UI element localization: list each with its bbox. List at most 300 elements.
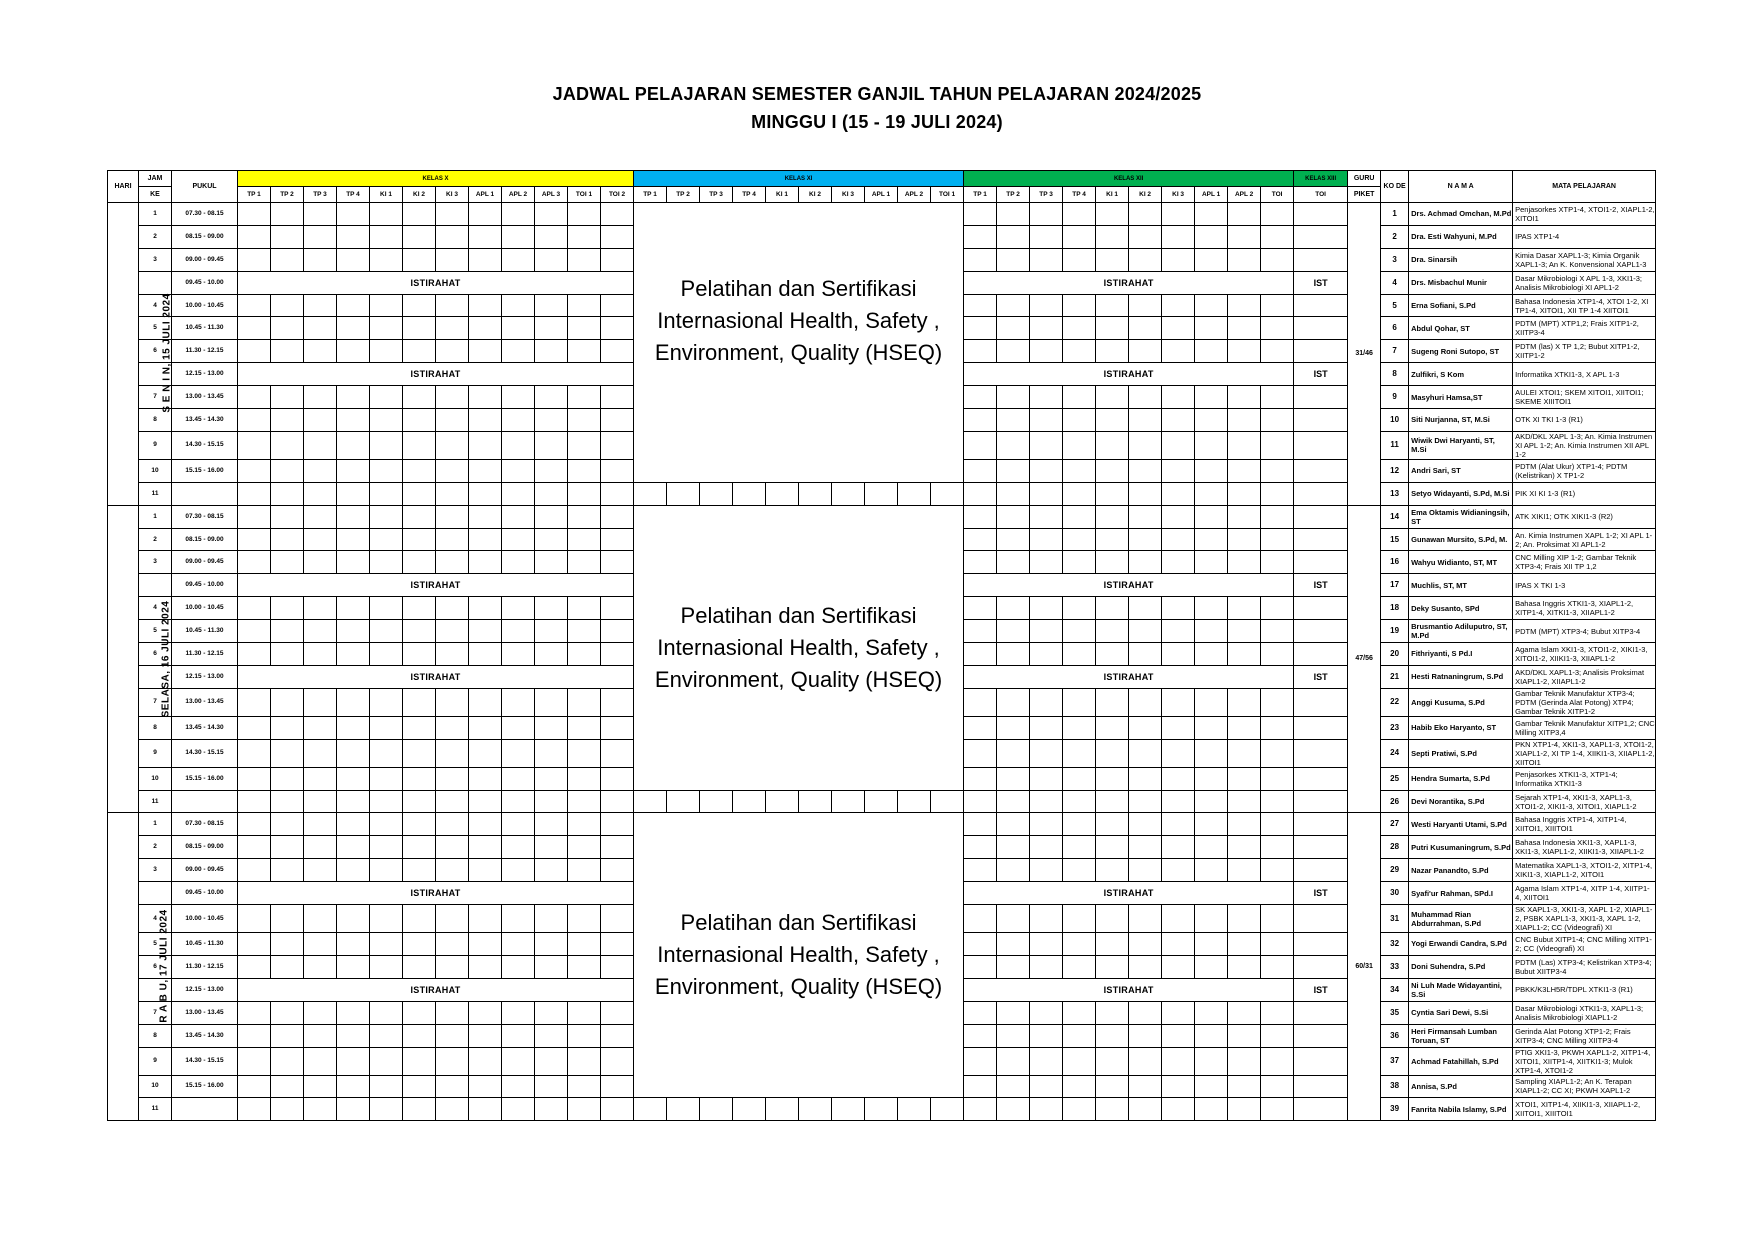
schedule-cell[interactable] [700,790,733,813]
schedule-cell[interactable] [403,905,436,933]
schedule-cell[interactable] [1195,505,1228,528]
schedule-cell[interactable] [997,955,1030,978]
schedule-cell[interactable] [601,1047,634,1075]
schedule-cell[interactable] [1096,620,1129,643]
schedule-cell[interactable] [1261,294,1294,317]
schedule-cell[interactable] [502,294,535,317]
schedule-cell[interactable] [436,688,469,716]
schedule-cell[interactable] [1030,528,1063,551]
schedule-cell[interactable] [1294,459,1348,482]
schedule-cell[interactable] [997,859,1030,882]
schedule-cell[interactable] [1261,643,1294,666]
schedule-cell[interactable] [1063,790,1096,813]
schedule-cell[interactable] [964,386,997,409]
schedule-cell[interactable] [1228,225,1261,248]
schedule-cell[interactable] [1162,482,1195,505]
schedule-cell[interactable] [1261,1047,1294,1075]
schedule-cell[interactable] [1162,1001,1195,1024]
schedule-cell[interactable] [964,716,997,739]
schedule-cell[interactable] [403,203,436,226]
schedule-cell[interactable] [337,688,370,716]
schedule-cell[interactable] [370,739,403,767]
schedule-cell[interactable] [568,248,601,271]
schedule-cell[interactable] [1261,225,1294,248]
schedule-cell[interactable] [1195,620,1228,643]
schedule-cell[interactable] [568,551,601,574]
schedule-cell[interactable] [1030,1098,1063,1121]
schedule-cell[interactable] [964,955,997,978]
schedule-cell[interactable] [238,505,271,528]
schedule-cell[interactable] [997,1098,1030,1121]
schedule-cell[interactable] [1228,459,1261,482]
schedule-cell[interactable] [1261,859,1294,882]
schedule-cell[interactable] [304,409,337,432]
schedule-cell[interactable] [469,739,502,767]
schedule-cell[interactable] [1228,643,1261,666]
schedule-cell[interactable] [601,551,634,574]
schedule-cell[interactable] [370,409,403,432]
schedule-cell[interactable] [568,459,601,482]
schedule-cell[interactable] [568,294,601,317]
schedule-cell[interactable] [304,225,337,248]
schedule-cell[interactable] [601,203,634,226]
schedule-cell[interactable] [667,482,700,505]
schedule-cell[interactable] [997,225,1030,248]
schedule-cell[interactable] [304,813,337,836]
schedule-cell[interactable] [568,859,601,882]
schedule-cell[interactable] [1261,409,1294,432]
schedule-cell[interactable] [502,409,535,432]
schedule-cell[interactable] [403,933,436,956]
schedule-cell[interactable] [1129,767,1162,790]
schedule-cell[interactable] [997,203,1030,226]
schedule-cell[interactable] [502,767,535,790]
schedule-cell[interactable] [1228,294,1261,317]
schedule-cell[interactable] [304,767,337,790]
schedule-cell[interactable] [271,551,304,574]
schedule-cell[interactable] [1129,859,1162,882]
schedule-cell[interactable] [568,688,601,716]
schedule-cell[interactable] [370,597,403,620]
schedule-cell[interactable] [1129,1024,1162,1047]
schedule-cell[interactable] [1261,203,1294,226]
schedule-cell[interactable] [238,955,271,978]
schedule-cell[interactable] [1063,1075,1096,1098]
schedule-cell[interactable] [1261,528,1294,551]
schedule-cell[interactable] [337,767,370,790]
schedule-cell[interactable] [436,459,469,482]
schedule-cell[interactable] [304,836,337,859]
schedule-cell[interactable] [370,955,403,978]
schedule-cell[interactable] [1195,739,1228,767]
schedule-cell[interactable] [1195,203,1228,226]
schedule-cell[interactable] [1162,905,1195,933]
schedule-cell[interactable] [1030,505,1063,528]
schedule-cell[interactable] [1294,790,1348,813]
schedule-cell[interactable] [535,688,568,716]
schedule-cell[interactable] [1096,859,1129,882]
schedule-cell[interactable] [1294,1075,1348,1098]
schedule-cell[interactable] [304,1001,337,1024]
schedule-cell[interactable] [436,836,469,859]
schedule-cell[interactable] [337,1024,370,1047]
schedule-cell[interactable] [1030,859,1063,882]
schedule-cell[interactable] [997,813,1030,836]
schedule-cell[interactable] [535,1075,568,1098]
schedule-cell[interactable] [304,790,337,813]
schedule-cell[interactable] [601,431,634,459]
schedule-cell[interactable] [535,597,568,620]
schedule-cell[interactable] [1030,317,1063,340]
schedule-cell[interactable] [568,767,601,790]
schedule-cell[interactable] [1195,836,1228,859]
schedule-cell[interactable] [1294,905,1348,933]
schedule-cell[interactable] [1261,459,1294,482]
schedule-cell[interactable] [1063,643,1096,666]
schedule-cell[interactable] [601,505,634,528]
schedule-cell[interactable] [469,597,502,620]
schedule-cell[interactable] [601,459,634,482]
schedule-cell[interactable] [469,955,502,978]
schedule-cell[interactable] [370,386,403,409]
schedule-cell[interactable] [1162,551,1195,574]
schedule-cell[interactable] [370,528,403,551]
schedule-cell[interactable] [1063,836,1096,859]
schedule-cell[interactable] [502,859,535,882]
schedule-cell[interactable] [469,1098,502,1121]
schedule-cell[interactable] [370,1024,403,1047]
schedule-cell[interactable] [469,505,502,528]
schedule-cell[interactable] [436,859,469,882]
schedule-cell[interactable] [1129,482,1162,505]
schedule-cell[interactable] [1129,409,1162,432]
schedule-cell[interactable] [733,482,766,505]
schedule-cell[interactable] [271,1098,304,1121]
schedule-cell[interactable] [601,739,634,767]
schedule-cell[interactable] [370,340,403,363]
schedule-cell[interactable] [469,620,502,643]
schedule-cell[interactable] [931,1098,964,1121]
schedule-cell[interactable] [1162,409,1195,432]
schedule-cell[interactable] [1294,620,1348,643]
schedule-cell[interactable] [1195,1075,1228,1098]
schedule-cell[interactable] [1030,739,1063,767]
schedule-cell[interactable] [1162,739,1195,767]
schedule-cell[interactable] [1030,767,1063,790]
schedule-cell[interactable] [535,340,568,363]
schedule-cell[interactable] [1162,1024,1195,1047]
schedule-cell[interactable] [370,933,403,956]
schedule-cell[interactable] [601,409,634,432]
schedule-cell[interactable] [1129,620,1162,643]
schedule-cell[interactable] [370,688,403,716]
schedule-cell[interactable] [370,716,403,739]
schedule-cell[interactable] [1129,955,1162,978]
schedule-cell[interactable] [1096,1001,1129,1024]
schedule-cell[interactable] [304,643,337,666]
schedule-cell[interactable] [238,643,271,666]
schedule-cell[interactable] [1294,767,1348,790]
schedule-cell[interactable] [403,790,436,813]
schedule-cell[interactable] [502,1098,535,1121]
schedule-cell[interactable] [502,643,535,666]
schedule-cell[interactable] [436,431,469,459]
schedule-cell[interactable] [799,482,832,505]
schedule-cell[interactable] [337,482,370,505]
schedule-cell[interactable] [601,836,634,859]
schedule-cell[interactable] [1096,905,1129,933]
schedule-cell[interactable] [535,767,568,790]
schedule-cell[interactable] [403,294,436,317]
schedule-cell[interactable] [469,1047,502,1075]
schedule-cell[interactable] [1129,905,1162,933]
schedule-cell[interactable] [502,1075,535,1098]
schedule-cell[interactable] [997,905,1030,933]
schedule-cell[interactable] [568,933,601,956]
schedule-cell[interactable] [1096,688,1129,716]
schedule-cell[interactable] [403,409,436,432]
schedule-cell[interactable] [601,859,634,882]
schedule-cell[interactable] [1195,386,1228,409]
schedule-cell[interactable] [502,688,535,716]
schedule-cell[interactable] [1228,716,1261,739]
schedule-cell[interactable] [1063,1047,1096,1075]
schedule-cell[interactable] [502,505,535,528]
schedule-cell[interactable] [1030,620,1063,643]
schedule-cell[interactable] [304,859,337,882]
schedule-cell[interactable] [964,551,997,574]
schedule-cell[interactable] [1162,955,1195,978]
schedule-cell[interactable] [1063,859,1096,882]
schedule-cell[interactable] [1030,1001,1063,1024]
schedule-cell[interactable] [997,317,1030,340]
schedule-cell[interactable] [1294,1098,1348,1121]
schedule-cell[interactable] [1294,431,1348,459]
schedule-cell[interactable] [469,482,502,505]
schedule-cell[interactable] [238,905,271,933]
schedule-cell[interactable] [271,620,304,643]
schedule-cell[interactable] [271,955,304,978]
schedule-cell[interactable] [1228,528,1261,551]
schedule-cell[interactable] [601,955,634,978]
schedule-cell[interactable] [1195,597,1228,620]
schedule-cell[interactable] [1096,716,1129,739]
schedule-cell[interactable] [1228,203,1261,226]
schedule-cell[interactable] [1294,482,1348,505]
schedule-cell[interactable] [1162,933,1195,956]
schedule-cell[interactable] [535,1001,568,1024]
schedule-cell[interactable] [337,203,370,226]
schedule-cell[interactable] [535,1047,568,1075]
schedule-cell[interactable] [469,317,502,340]
schedule-cell[interactable] [304,1075,337,1098]
schedule-cell[interactable] [1063,620,1096,643]
schedule-cell[interactable] [502,317,535,340]
schedule-cell[interactable] [403,1075,436,1098]
schedule-cell[interactable] [568,528,601,551]
schedule-cell[interactable] [1063,482,1096,505]
schedule-cell[interactable] [964,294,997,317]
schedule-cell[interactable] [1228,813,1261,836]
schedule-cell[interactable] [1294,528,1348,551]
schedule-cell[interactable] [436,933,469,956]
schedule-cell[interactable] [304,505,337,528]
schedule-cell[interactable] [238,482,271,505]
schedule-cell[interactable] [1063,340,1096,363]
schedule-cell[interactable] [238,528,271,551]
schedule-cell[interactable] [238,203,271,226]
schedule-cell[interactable] [238,317,271,340]
schedule-cell[interactable] [436,1075,469,1098]
schedule-cell[interactable] [238,688,271,716]
schedule-cell[interactable] [1228,597,1261,620]
schedule-cell[interactable] [1294,1024,1348,1047]
schedule-cell[interactable] [997,340,1030,363]
schedule-cell[interactable] [1195,225,1228,248]
schedule-cell[interactable] [997,482,1030,505]
schedule-cell[interactable] [1228,905,1261,933]
schedule-cell[interactable] [1294,225,1348,248]
schedule-cell[interactable] [964,409,997,432]
schedule-cell[interactable] [1129,1075,1162,1098]
schedule-cell[interactable] [1261,597,1294,620]
schedule-cell[interactable] [997,620,1030,643]
schedule-cell[interactable] [997,1001,1030,1024]
schedule-cell[interactable] [1294,955,1348,978]
schedule-cell[interactable] [1030,386,1063,409]
schedule-cell[interactable] [304,459,337,482]
schedule-cell[interactable] [502,739,535,767]
schedule-cell[interactable] [271,409,304,432]
schedule-cell[interactable] [370,459,403,482]
schedule-cell[interactable] [370,225,403,248]
schedule-cell[interactable] [601,905,634,933]
schedule-cell[interactable] [337,933,370,956]
schedule-cell[interactable] [1261,1001,1294,1024]
schedule-cell[interactable] [1129,203,1162,226]
schedule-cell[interactable] [271,933,304,956]
schedule-cell[interactable] [271,431,304,459]
schedule-cell[interactable] [964,225,997,248]
schedule-cell[interactable] [1030,1024,1063,1047]
schedule-cell[interactable] [1294,739,1348,767]
schedule-cell[interactable] [469,1001,502,1024]
schedule-cell[interactable] [1228,551,1261,574]
schedule-cell[interactable] [271,248,304,271]
schedule-cell[interactable] [568,739,601,767]
schedule-cell[interactable] [997,459,1030,482]
schedule-cell[interactable] [1096,409,1129,432]
schedule-cell[interactable] [436,225,469,248]
schedule-cell[interactable] [1063,905,1096,933]
schedule-cell[interactable] [535,739,568,767]
schedule-cell[interactable] [1096,955,1129,978]
schedule-cell[interactable] [964,459,997,482]
schedule-cell[interactable] [436,294,469,317]
schedule-cell[interactable] [370,767,403,790]
schedule-cell[interactable] [568,1047,601,1075]
schedule-cell[interactable] [1096,739,1129,767]
schedule-cell[interactable] [1228,859,1261,882]
schedule-cell[interactable] [1096,1098,1129,1121]
schedule-cell[interactable] [1129,225,1162,248]
schedule-cell[interactable] [601,813,634,836]
schedule-cell[interactable] [1063,688,1096,716]
schedule-cell[interactable] [1195,716,1228,739]
schedule-cell[interactable] [1162,1075,1195,1098]
schedule-cell[interactable] [1063,1001,1096,1024]
schedule-cell[interactable] [1261,505,1294,528]
schedule-cell[interactable] [1294,505,1348,528]
schedule-cell[interactable] [502,905,535,933]
schedule-cell[interactable] [1195,643,1228,666]
schedule-cell[interactable] [337,955,370,978]
schedule-cell[interactable] [1195,294,1228,317]
schedule-cell[interactable] [1261,688,1294,716]
schedule-cell[interactable] [568,225,601,248]
schedule-cell[interactable] [436,528,469,551]
schedule-cell[interactable] [601,688,634,716]
schedule-cell[interactable] [535,409,568,432]
schedule-cell[interactable] [1030,716,1063,739]
schedule-cell[interactable] [403,482,436,505]
schedule-cell[interactable] [1162,790,1195,813]
schedule-cell[interactable] [865,1098,898,1121]
schedule-cell[interactable] [997,1024,1030,1047]
schedule-cell[interactable] [1261,551,1294,574]
schedule-cell[interactable] [502,459,535,482]
schedule-cell[interactable] [403,1024,436,1047]
schedule-cell[interactable] [964,1098,997,1121]
schedule-cell[interactable] [601,620,634,643]
schedule-cell[interactable] [535,1098,568,1121]
schedule-cell[interactable] [337,340,370,363]
schedule-cell[interactable] [436,955,469,978]
schedule-cell[interactable] [1096,1047,1129,1075]
schedule-cell[interactable] [832,790,865,813]
schedule-cell[interactable] [964,620,997,643]
schedule-cell[interactable] [964,1024,997,1047]
schedule-cell[interactable] [1063,431,1096,459]
schedule-cell[interactable] [997,386,1030,409]
schedule-cell[interactable] [865,790,898,813]
schedule-cell[interactable] [964,813,997,836]
schedule-cell[interactable] [601,1001,634,1024]
schedule-cell[interactable] [1030,1075,1063,1098]
schedule-cell[interactable] [601,1024,634,1047]
schedule-cell[interactable] [1129,431,1162,459]
schedule-cell[interactable] [436,716,469,739]
schedule-cell[interactable] [1261,317,1294,340]
schedule-cell[interactable] [304,597,337,620]
schedule-cell[interactable] [766,790,799,813]
schedule-cell[interactable] [304,317,337,340]
schedule-cell[interactable] [1261,836,1294,859]
schedule-cell[interactable] [403,597,436,620]
schedule-cell[interactable] [535,459,568,482]
schedule-cell[interactable] [238,340,271,363]
schedule-cell[interactable] [1063,739,1096,767]
schedule-cell[interactable] [1228,767,1261,790]
schedule-cell[interactable] [403,505,436,528]
schedule-cell[interactable] [436,551,469,574]
schedule-cell[interactable] [238,386,271,409]
schedule-cell[interactable] [1228,955,1261,978]
schedule-cell[interactable] [1096,597,1129,620]
schedule-cell[interactable] [403,431,436,459]
schedule-cell[interactable] [634,482,667,505]
schedule-cell[interactable] [337,790,370,813]
